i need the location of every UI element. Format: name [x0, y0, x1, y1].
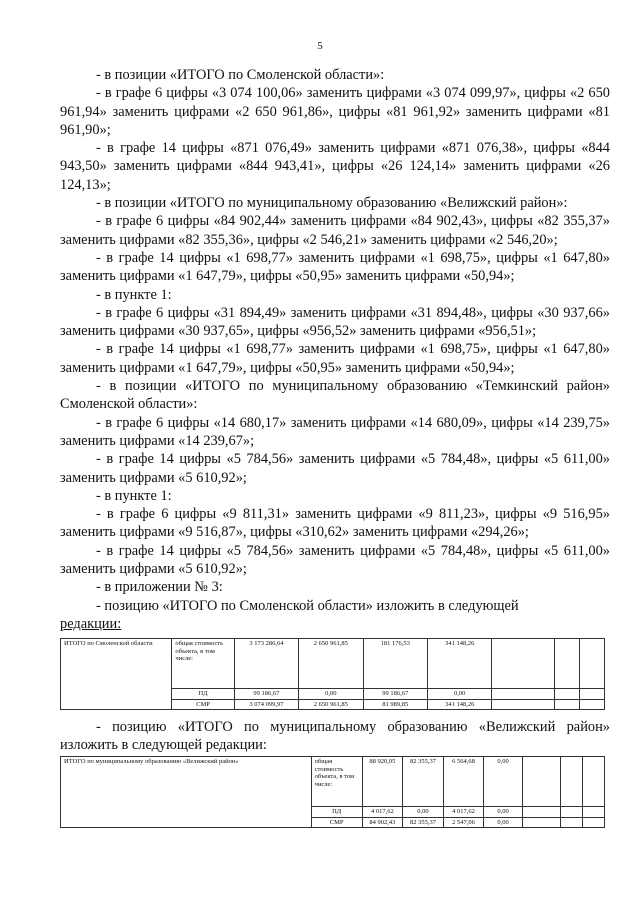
paragraph: - в графе 6 цифры «84 902,44» заменить цифрами «84 902,43», цифры «82 355,37» заменить цифрами «82 355,36», цифры «2 546,21» заменить цифрами «2 546,20»; [60, 213, 610, 248]
table-cell-value: 2 650 961,85 [299, 699, 363, 710]
table-cell-empty [492, 689, 554, 700]
section-heading-tail: редакции: [60, 615, 122, 632]
table-cell-value: 84 902,43 [362, 817, 403, 828]
table-cell-label: ПД [311, 807, 362, 818]
table-cell-empty [522, 817, 560, 828]
table-cell-value: 341 148,26 [427, 699, 491, 710]
table-cell-value: 0,00 [484, 817, 522, 828]
paragraph: - в графе 14 цифры «5 784,56» заменить цифрами «5 784,48», цифры «5 611,00» заменить цифрами «5 610,92»; [60, 451, 610, 486]
table-cell-value: 2 547,06 [443, 817, 484, 828]
table-cell-value: 0,00 [403, 807, 444, 818]
table-cell-label: общая стоимость объекта, в том числе: [172, 639, 234, 689]
paragraph: - в графе 6 цифры «9 811,31» заменить цифрами «9 811,23», цифры «9 516,95» заменить цифрами «9 516,87», цифры «310,62» заменить цифрами «294,26»; [60, 506, 610, 541]
amendment-text [60, 66, 610, 633]
table-cell-value: 2 650 961,85 [299, 639, 363, 689]
table-cell-value: 3 074 099,97 [234, 699, 298, 710]
table-cell-empty [583, 757, 605, 807]
paragraph: - в позиции «ИТОГО по Смоленской области»: [96, 67, 385, 83]
table-cell-empty [561, 817, 583, 828]
table-cell-value: 3 173 286,64 [234, 639, 298, 689]
table-cell-label: общая стоимость объекта, в том числе: [311, 757, 362, 807]
table-cell-empty [583, 817, 605, 828]
table-cell-label: СМР [172, 699, 234, 710]
paragraph: - в графе 6 цифры «3 074 100,06» заменить цифрами «3 074 099,97», цифры «2 650 961,94» заменить цифрами «2 650 961,86», цифры «81 961,92» заменить цифрами «81 961,90»; [60, 85, 610, 138]
table-cell-empty [583, 807, 605, 818]
paragraph: - в графе 14 цифры «1 698,77» заменить цифрами «1 698,75», цифры «1 647,80» заменить цифрами «1 647,79», цифры «50,95» заменить цифрами «50,94»; [60, 249, 610, 285]
table-smolensk-total [60, 638, 605, 710]
table-cell-value: 0,00 [484, 807, 522, 818]
table-cell-value: 181 176,53 [363, 639, 427, 689]
table-cell-empty [554, 689, 579, 700]
table-cell-empty [579, 639, 604, 689]
paragraph: - в позиции «ИТОГО по муниципальному образованию «Темкинский район» Смоленской области»: [60, 378, 610, 413]
paragraph: - позицию «ИТОГО по Смоленской области» изложить в следующей [96, 597, 519, 614]
table-cell-label: ПД [172, 689, 234, 700]
paragraph-velizh: - позицию «ИТОГО по муниципальному образованию «Велижский район» изложить в следующей редакции: [60, 719, 610, 754]
table-cell-label: СМР [311, 817, 362, 828]
table-cell-value: 4 017,62 [443, 807, 484, 818]
table-cell-empty [554, 699, 579, 710]
paragraph: - в пункте 1: [96, 487, 172, 504]
table-velizh-total [60, 756, 605, 828]
paragraph: - в графе 6 цифры «14 680,17» заменить цифрами «14 680,09», цифры «14 239,75» заменить цифрами «14 239,67»; [60, 414, 610, 449]
table-cell-value: 0,00 [484, 757, 522, 807]
table-cell-empty [579, 689, 604, 700]
table-cell-empty [492, 699, 554, 710]
paragraph: - в позиции «ИТОГО по муниципальному образованию «Велижский район»: [96, 195, 568, 212]
table-cell-empty [492, 639, 554, 689]
table-cell-value: 81 989,85 [363, 699, 427, 710]
paragraph: - в графе 14 цифры «5 784,56» заменить цифрами «5 784,48», цифры «5 611,00» заменить цифрами «5 610,92»; [60, 542, 610, 578]
table-cell-value: 99 186,67 [363, 689, 427, 700]
paragraph: - в пункте 1: [96, 286, 172, 303]
table-cell-empty [522, 807, 560, 818]
table-cell-empty [554, 639, 579, 689]
table-cell-empty [579, 699, 604, 710]
paragraph: - в графе 14 цифры «871 076,49» заменить цифрами «871 076,38», цифры «844 943,50» заменить цифрами «844 943,41», цифры «26 124,14» заменить цифрами «26 124,13»; [60, 140, 610, 193]
table-cell-empty [561, 757, 583, 807]
page-number: 5 [317, 40, 323, 52]
table-cell-value: 0,00 [427, 689, 491, 700]
table-cell-name: ИТОГО по муниципальному образованию «Велижский район» [61, 757, 312, 828]
table-cell-value: 99 186,67 [234, 689, 298, 700]
paragraph: - в приложении № 3: [96, 579, 223, 596]
table-cell-value: 341 148,26 [427, 639, 491, 689]
table-cell-name: ИТОГО по Смоленской области [61, 639, 172, 710]
table-cell-value: 4 017,62 [362, 807, 403, 818]
paragraph: - в графе 14 цифры «1 698,77» заменить цифрами «1 698,75», цифры «1 647,80» заменить цифрами «1 647,79», цифры «50,95» заменить цифрами «50,94»; [60, 341, 610, 376]
table-cell-value: 0,00 [299, 689, 363, 700]
table-cell-value: 6 564,68 [443, 757, 484, 807]
paragraph: - в графе 6 цифры «31 894,49» заменить цифрами «31 894,48», цифры «30 937,66» заменить цифрами «30 937,65», цифры «956,52» заменить цифрами «956,51»; [60, 304, 610, 340]
table-cell-empty [522, 757, 560, 807]
table-cell-value: 82 355,37 [403, 757, 444, 807]
table-cell-value: 82 355,37 [403, 817, 444, 828]
table-cell-empty [561, 807, 583, 818]
table-cell-value: 88 920,05 [362, 757, 403, 807]
